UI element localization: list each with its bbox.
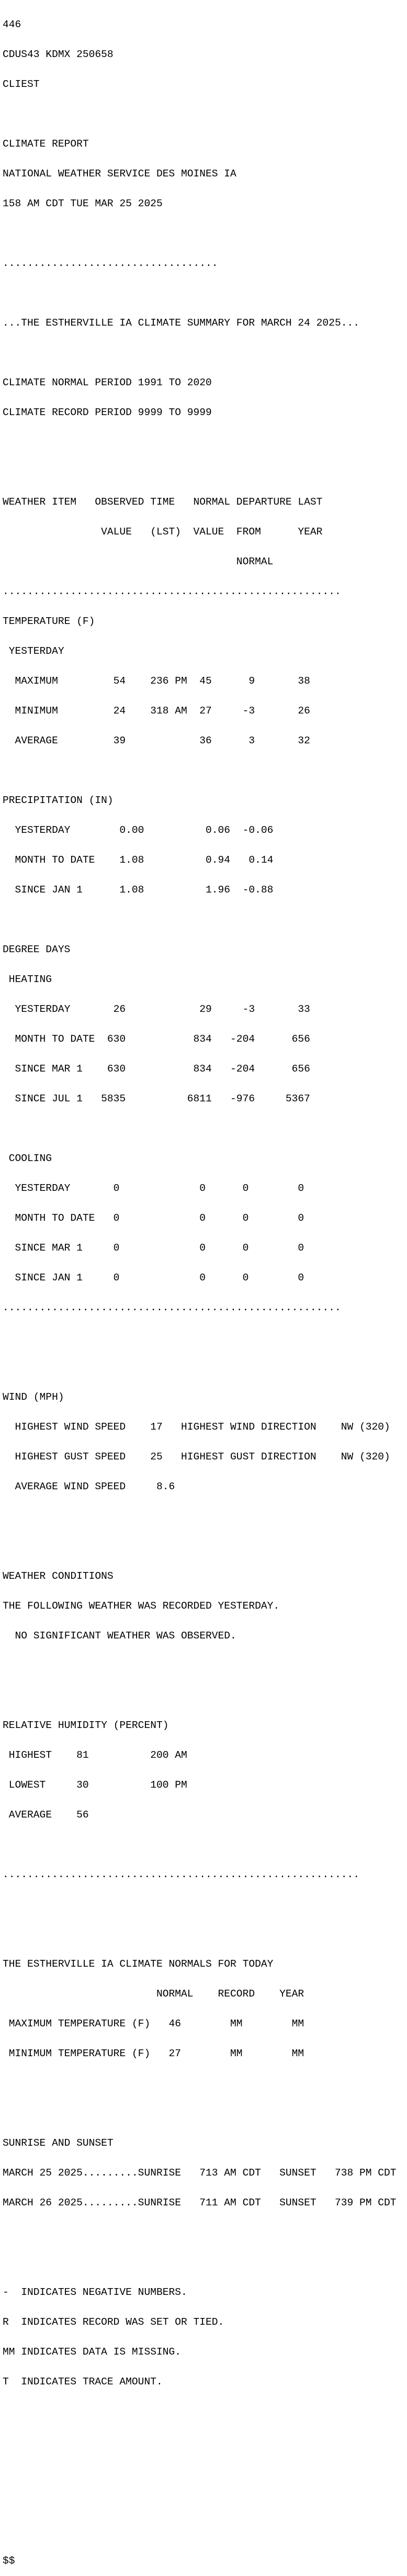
section-relative-humidity: RELATIVE HUMIDITY (PERCENT) bbox=[3, 1720, 169, 1731]
blank-line bbox=[3, 915, 407, 925]
blank-line bbox=[3, 1124, 407, 1134]
row-average-wind: AVERAGE WIND SPEED 8.6 bbox=[3, 1481, 175, 1492]
section-temperature: TEMPERATURE (F) bbox=[3, 616, 95, 627]
row-normal-max-temp: MAXIMUM TEMPERATURE (F) 46 MM MM bbox=[3, 2018, 304, 2029]
row-normal-min-temp: MINIMUM TEMPERATURE (F) 27 MM MM bbox=[3, 2048, 304, 2059]
line-summary-title: ...THE ESTHERVILLE IA CLIMATE SUMMARY FOR MARCH 24 2025... bbox=[3, 317, 359, 329]
subsection-cooling: COOLING bbox=[3, 1153, 52, 1164]
row-precip-month-to-date: MONTH TO DATE 1.08 0.94 0.14 bbox=[3, 854, 274, 866]
section-wind: WIND (MPH) bbox=[3, 1391, 64, 1403]
section-sunrise-sunset: SUNRISE AND SUNSET bbox=[3, 2137, 114, 2149]
blank-line bbox=[3, 288, 407, 298]
blank-line bbox=[3, 1333, 407, 1343]
legend-missing: MM INDICATES DATA IS MISSING. bbox=[3, 2346, 181, 2358]
blank-line bbox=[3, 1840, 407, 1850]
row-cooling-since-mar-1: SINCE MAR 1 0 0 0 0 bbox=[3, 1242, 304, 1254]
subsection-heating: HEATING bbox=[3, 974, 52, 985]
blank-line bbox=[3, 2407, 407, 2417]
blank-line bbox=[3, 1691, 407, 1701]
blank-line bbox=[3, 348, 407, 358]
weather-conditions-intro: THE FOLLOWING WEATHER WAS RECORDED YESTERDAY. bbox=[3, 1600, 280, 1612]
blank-line bbox=[3, 1930, 407, 1939]
row-cooling-yesterday: YESTERDAY 0 0 0 0 bbox=[3, 1183, 304, 1194]
blank-line bbox=[3, 2526, 407, 2536]
blank-line bbox=[3, 109, 407, 119]
line-wmo-header: CDUS43 KDMX 250658 bbox=[3, 49, 114, 60]
row-cooling-since-jan-1: SINCE JAN 1 0 0 0 0 bbox=[3, 1272, 304, 1284]
end-of-product-marker: $$ bbox=[3, 2555, 15, 2567]
blank-line bbox=[3, 2109, 407, 2118]
row-humidity-average: AVERAGE 56 bbox=[3, 1809, 89, 1821]
row-sun-march-26: MARCH 26 2025.........SUNRISE 711 AM CDT SUNSET 739 PM CDT bbox=[3, 2197, 397, 2209]
legend-negative: - INDICATES NEGATIVE NUMBERS. bbox=[3, 2287, 187, 2298]
dotted-divider: ....................................................... bbox=[3, 586, 341, 597]
row-heating-since-mar-1: SINCE MAR 1 630 834 -204 656 bbox=[3, 1063, 310, 1075]
blank-line bbox=[3, 766, 407, 776]
blank-line bbox=[3, 1512, 407, 1522]
normals-header-row: NORMAL RECORD YEAR bbox=[3, 1988, 304, 2000]
blank-line bbox=[3, 2437, 407, 2447]
line-issuing-office: NATIONAL WEATHER SERVICE DES MOINES IA bbox=[3, 168, 236, 180]
line-awips-id: CLIEST bbox=[3, 79, 40, 90]
line-product-id: 446 bbox=[3, 19, 21, 30]
row-precip-since-jan-1: SINCE JAN 1 1.08 1.96 -0.88 bbox=[3, 884, 274, 896]
row-temp-average: AVERAGE 39 36 3 32 bbox=[3, 735, 310, 746]
row-precip-yesterday: YESTERDAY 0.00 0.06 -0.06 bbox=[3, 824, 274, 836]
row-highest-wind: HIGHEST WIND SPEED 17 HIGHEST WIND DIRECTION NW (320) bbox=[3, 1421, 390, 1433]
line-normal-period: CLIMATE NORMAL PERIOD 1991 TO 2020 bbox=[3, 377, 212, 388]
row-humidity-lowest: LOWEST 30 100 PM bbox=[3, 1779, 187, 1791]
legend-record: R INDICATES RECORD WAS SET OR TIED. bbox=[3, 2316, 224, 2328]
blank-line bbox=[3, 1900, 407, 1910]
table-header-row-3: NORMAL bbox=[3, 556, 274, 567]
blank-line bbox=[3, 1661, 407, 1671]
row-temp-minimum: MINIMUM 24 318 AM 27 -3 26 bbox=[3, 705, 310, 717]
row-heating-month-to-date: MONTH TO DATE 630 834 -204 656 bbox=[3, 1033, 310, 1045]
dotted-divider: .......................................................... bbox=[3, 1869, 359, 1880]
row-heating-yesterday: YESTERDAY 26 29 -3 33 bbox=[3, 1003, 310, 1015]
blank-line bbox=[3, 2079, 407, 2089]
line-report-title: CLIMATE REPORT bbox=[3, 138, 89, 150]
dotted-divider: ................................... bbox=[3, 258, 218, 269]
section-normals-today: THE ESTHERVILLE IA CLIMATE NORMALS FOR TODAY bbox=[3, 1958, 274, 1970]
line-record-period: CLIMATE RECORD PERIOD 9999 TO 9999 bbox=[3, 407, 212, 418]
blank-line bbox=[3, 2258, 407, 2268]
blank-line bbox=[3, 2467, 407, 2477]
blank-line bbox=[3, 229, 407, 239]
row-temp-maximum: MAXIMUM 54 236 PM 45 9 38 bbox=[3, 675, 310, 687]
subsection-yesterday: YESTERDAY bbox=[3, 645, 64, 657]
dotted-divider: ....................................................... bbox=[3, 1302, 341, 1313]
row-cooling-month-to-date: MONTH TO DATE 0 0 0 0 bbox=[3, 1212, 304, 1224]
section-precipitation: PRECIPITATION (IN) bbox=[3, 795, 114, 806]
table-header-row-1: WEATHER ITEM OBSERVED TIME NORMAL DEPARTURE LAST bbox=[3, 496, 323, 508]
row-humidity-highest: HIGHEST 81 200 AM bbox=[3, 1749, 187, 1761]
blank-line bbox=[3, 438, 407, 448]
legend-trace: T INDICATES TRACE AMOUNT. bbox=[3, 2376, 163, 2388]
table-header-row-2: VALUE (LST) VALUE FROM YEAR bbox=[3, 526, 323, 538]
section-degree-days: DEGREE DAYS bbox=[3, 944, 71, 955]
blank-line bbox=[3, 1542, 407, 1552]
row-heating-since-jul-1: SINCE JUL 1 5835 6811 -976 5367 bbox=[3, 1093, 310, 1105]
blank-line bbox=[3, 467, 407, 477]
blank-line bbox=[3, 2228, 407, 2238]
section-weather-conditions: WEATHER CONDITIONS bbox=[3, 1570, 114, 1582]
blank-line bbox=[3, 1363, 407, 1373]
weather-conditions-value: NO SIGNIFICANT WEATHER WAS OBSERVED. bbox=[3, 1630, 236, 1642]
blank-line bbox=[3, 2496, 407, 2506]
row-sun-march-25: MARCH 25 2025.........SUNRISE 713 AM CDT SUNSET 738 PM CDT bbox=[3, 2167, 397, 2179]
row-highest-gust: HIGHEST GUST SPEED 25 HIGHEST GUST DIRECTION NW (320) bbox=[3, 1451, 390, 1463]
line-issue-time: 158 AM CDT TUE MAR 25 2025 bbox=[3, 198, 163, 209]
